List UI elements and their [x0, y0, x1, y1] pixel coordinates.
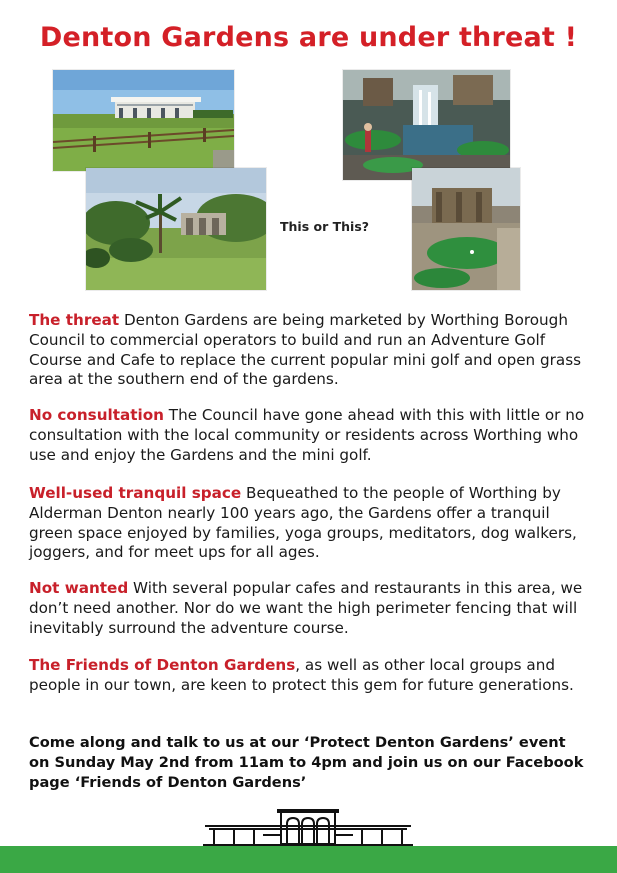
paragraph-text: The Council have gone ahead with this with little or no consultation with the local community or residents across Worthing who use and enjoy the Gardens and the mini golf.	[29, 406, 585, 464]
paragraph-not-wanted	[29, 579, 589, 638]
paragraph-lead: The Friends of Denton Gardens	[29, 656, 296, 674]
adventure-golf-course-photo	[412, 168, 520, 290]
pavilion-logo-icon	[203, 806, 413, 852]
paragraph-threat	[29, 311, 589, 390]
paragraph-friends	[29, 656, 589, 696]
image-caption: This or This?	[280, 219, 370, 234]
paragraph-lead: Well-used tranquil space	[29, 484, 242, 502]
paragraph-text: With several popular cafes and restaurants in this area, we don’t need another. Nor do we want the high perimeter fencing that will inevitably surround the adventure course.	[29, 579, 583, 637]
paragraph-lead: The threat	[29, 311, 120, 329]
gardens-palms-photo	[86, 168, 266, 290]
pavilion-lawn-photo	[53, 70, 234, 171]
paragraph-consultation	[29, 406, 589, 465]
page-title: Denton Gardens are under threat !	[39, 22, 578, 53]
paragraph-text: Denton Gardens are being marketed by Worthing Borough Council to commercial operators to build and run an Adventure Golf Course and Cafe to replace the current popular mini golf and open grass area at the southern end of the gardens.	[29, 311, 582, 389]
paragraph-text: , as well as other local groups and people in our town, are keen to protect this gem for future generations.	[29, 656, 574, 694]
adventure-golf-waterfall-photo	[343, 70, 510, 180]
paragraph-text: Bequeathed to the people of Worthing by Alderman Denton nearly 100 years ago, the Gardens offer a tranquil green space enjoyed by families, yoga groups, meditators, dog walkers, joggers, and for meet ups for all ages.	[29, 484, 577, 562]
paragraph-tranquil-space	[29, 484, 589, 563]
paragraph-lead: No consultation	[29, 406, 164, 424]
call-to-action: Come along and talk to us at our ‘Protect Denton Gardens’ event on Sunday May 2nd from 11am to 4pm and join us on our Facebook page ‘Friends of Denton Gardens’	[29, 734, 584, 791]
paragraph-lead: Not wanted	[29, 579, 129, 597]
